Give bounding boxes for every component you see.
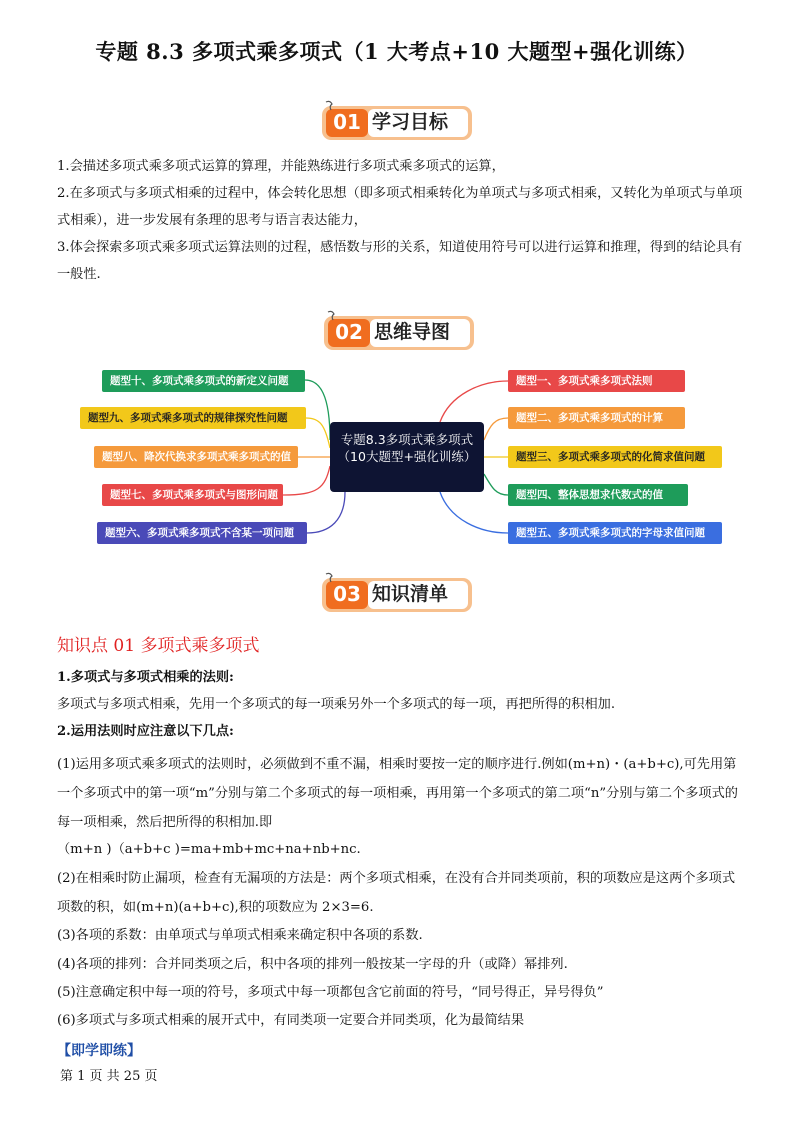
note-6: (6)多项式与多项式相乘的展开式中，有同类项一定要合并同类项，化为最简结果: [57, 1013, 525, 1028]
mindmap-node-right-1: 题型一、多项式乘多项式法则: [508, 370, 685, 392]
page-footer: 第 1 页 共 25 页: [60, 1069, 158, 1084]
goal-3: 3.体会探索多项式乘多项式运算法则的过程，感悟数与形的关系，知道使用符号可以进行运算和推理，得到的结论具有一般性.: [57, 240, 743, 282]
section-label: 思维导图: [374, 321, 451, 343]
rule-heading: 1.多项式与多项式相乘的法则:: [57, 670, 234, 685]
note-5: (5)注意确定积中每一项的符号，多项式中每一项都包含它前面的符号，“同号得正，异号得负”: [57, 985, 604, 1000]
mindmap-node-left-10: 题型十、多项式乘多项式的新定义问题: [102, 370, 305, 392]
section-number: 01: [333, 110, 361, 134]
mindmap-node-left-9: 题型九、多项式乘多项式的规律探究性问题: [80, 407, 306, 429]
section-label: 学习目标: [372, 111, 449, 133]
mindmap-node-left-6: 题型六、多项式乘多项式不含某一项问题: [97, 522, 307, 544]
section-badge-knowledge: [320, 572, 475, 612]
connector-right-4: [484, 474, 508, 495]
mindmap-node-right-2: 题型二、多项式乘多项式的计算: [508, 407, 685, 429]
mindmap-node-right-4: 题型四、整体思想求代数式的值: [508, 484, 688, 506]
connector-left-5: [307, 492, 345, 533]
note-4: (4)各项的排列：合并同类项之后，积中各项的排列一般按某一字母的升（或降）幂排列.: [57, 957, 568, 972]
rule-text: 多项式与多项式相乘，先用一个多项式的每一项乘另外一个多项式的每一项，再把所得的积相加.: [57, 697, 616, 712]
connector-left-1: [305, 380, 330, 440]
section-number: 03: [333, 582, 361, 606]
connector-right-5: [440, 492, 508, 533]
note-2: (2)在相乘时防止漏项，检查有无漏项的方法是：两个多项式相乘，在没有合并同类项前，积的项数应是这两个多项式项数的积，如(m+n)(a+b+c),积的项数应为 2×3=6.: [57, 871, 736, 915]
note-3: (3)各项的系数：由单项式与单项式相乘来确定积中各项的系数.: [57, 928, 423, 943]
connector-right-1: [440, 381, 508, 422]
connector-right-2: [484, 418, 508, 440]
mindmap-node-left-8: 题型八、降次代换求多项式乘多项式的值: [94, 446, 298, 468]
note-1-formula: （m+n )（a+b+c )=ma+mb+mc+na+nb+nc.: [57, 842, 361, 857]
goal-2: 2.在多项式与多项式相乘的过程中，体会转化思想（即多项式相乘转化为单项式与多项式相乘，又转化为单项式与单项式相乘），进一步发展有条理的思考与语言表达能力，: [57, 186, 743, 228]
mindmap-center: 专题8.3多项式乘多项式（10大题型+强化训练）: [330, 422, 484, 492]
connector-left-4: [283, 466, 330, 495]
connector-left-2: [306, 418, 330, 448]
goal-1: 1.会描述多项式乘多项式运算的算理，并能熟练进行多项式乘多项式的运算，: [57, 159, 505, 174]
notes-heading: 2.运用法则时应注意以下几点:: [57, 724, 234, 739]
knowledge-point-title: 知识点 01 多项式乘多项式: [57, 636, 260, 656]
practice-label: 【即学即练】: [57, 1043, 141, 1059]
page-title: 专题 8.3 多项式乘多项式（1 大考点+10 大题型+强化训练）: [95, 39, 698, 64]
section-label: 知识清单: [372, 583, 449, 605]
mindmap-node-right-3: 题型三、多项式乘多项式的化简求值问题: [508, 446, 722, 468]
mindmap-node-right-5: 题型五、多项式乘多项式的字母求值问题: [508, 522, 722, 544]
note-1: (1)运用多项式乘多项式的法则时，必须做到不重不漏，相乘时要按一定的顺序进行.例如(m+n)・(a+b+c),可先用第一个多项式中的第一项“m”分别与第二个多项式的每一项相乘，再用第一个多项式的第二项“n”分别与第二个多项式的每一项相乘，然后把所得的积相加.即: [57, 757, 738, 830]
section-number: 02: [335, 320, 363, 344]
mindmap-node-left-7: 题型七、多项式乘多项式与图形问题: [102, 484, 283, 506]
